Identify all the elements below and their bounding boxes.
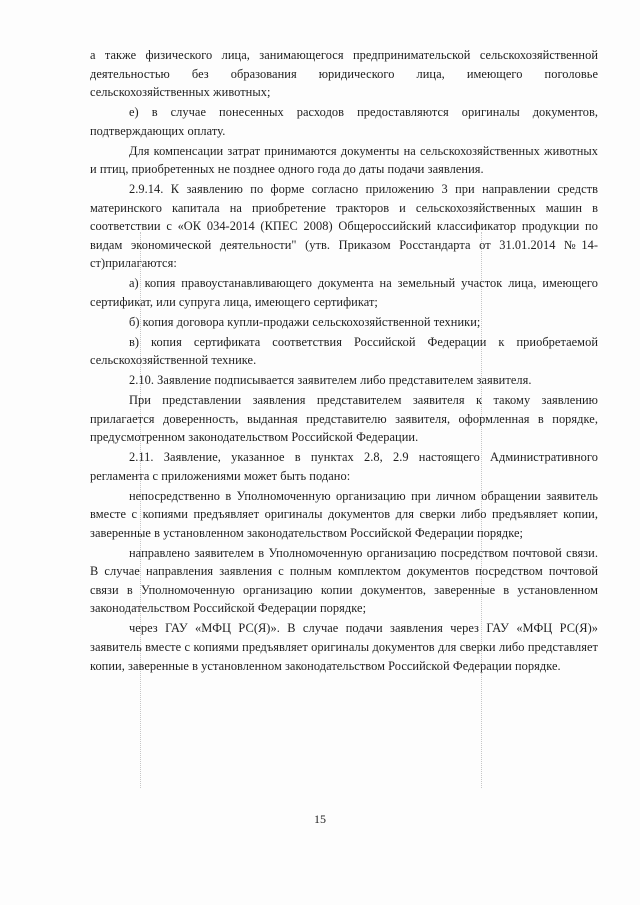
paragraph: Для компенсации затрат принимаются документы на сельскохозяйственных животных и птиц, приобретенных не позднее одного года до даты подачи заявления.	[90, 143, 598, 177]
paragraph: в) копия сертификата соответствия Российской Федерации к приобретаемой сельскохозяйственной технике.	[90, 334, 598, 368]
paragraph: а также физического лица, занимающегося предпринимательской сельскохозяйственной деятельностью без образования юридического лица, имеющего поголовье сельскохозяйственных животных;	[90, 48, 598, 100]
paragraph: 2.11. Заявление, указанное в пунктах 2.8, 2.9 настоящего Административного регламента с приложениями может быть подано:	[90, 450, 598, 483]
paragraph: При представлении заявления представителем заявителя к такому заявлению прилагается доверенность, выданная представителю заявителя, оформленная в порядке, предусмотренном законодательством Российской Федерации.	[90, 393, 598, 445]
paragraph: непосредственно в Уполномоченную организацию при личном обращении заявитель вместе с копиями предъявляет оригиналы документов для сверки либо предъявляет копии, заверенные в установленном законодательством Российской Федерации порядке;	[90, 488, 598, 540]
document-body	[90, 46, 598, 676]
paragraph: 2.10. Заявление подписывается заявителем либо представителем заявителя.	[129, 373, 532, 388]
paragraph: а) копия правоустанавливающего документа на земельный участок лица, имеющего сертификат, или супруга лица, имеющего сертификат;	[90, 276, 598, 309]
paragraph: б) копия договора купли-продажи сельскохозяйственной техники;	[129, 314, 481, 329]
paragraph: через ГАУ «МФЦ РС(Я)». В случае подачи заявления через ГАУ «МФЦ РС(Я)» заявитель вместе с копиями предъявляет оригиналы документов для сверки либо представляет копии, заверенные в установленном законодательством Российской Федерации порядке.	[90, 621, 598, 673]
paragraph: направлено заявителем в Уполномоченную организацию посредством почтовой связи. В случае направления заявления с полным комплектом документов посредством почтовой связи в Уполномоченную организацию копии документов, заверенные в установленном законодательством Российской Федерации порядке;	[90, 545, 598, 616]
paragraph: 2.9.14. К заявлению по форме согласно приложению 3 при направлении средств материнского капитала на приобретение тракторов и сельскохозяйственных машин в соответствии с «ОК 034-2014 (КПЕС 2008) Общероссийский классификатор продукции по видам экономической деятельности" (утв. Приказом Росстандарта от 31.01.2014 №14-ст)прилагаются:	[90, 182, 598, 271]
paragraph: е) в случае понесенных расходов предоставляются оригиналы документов, подтверждающих оплату.	[90, 105, 598, 138]
page-number: 15	[314, 812, 326, 826]
